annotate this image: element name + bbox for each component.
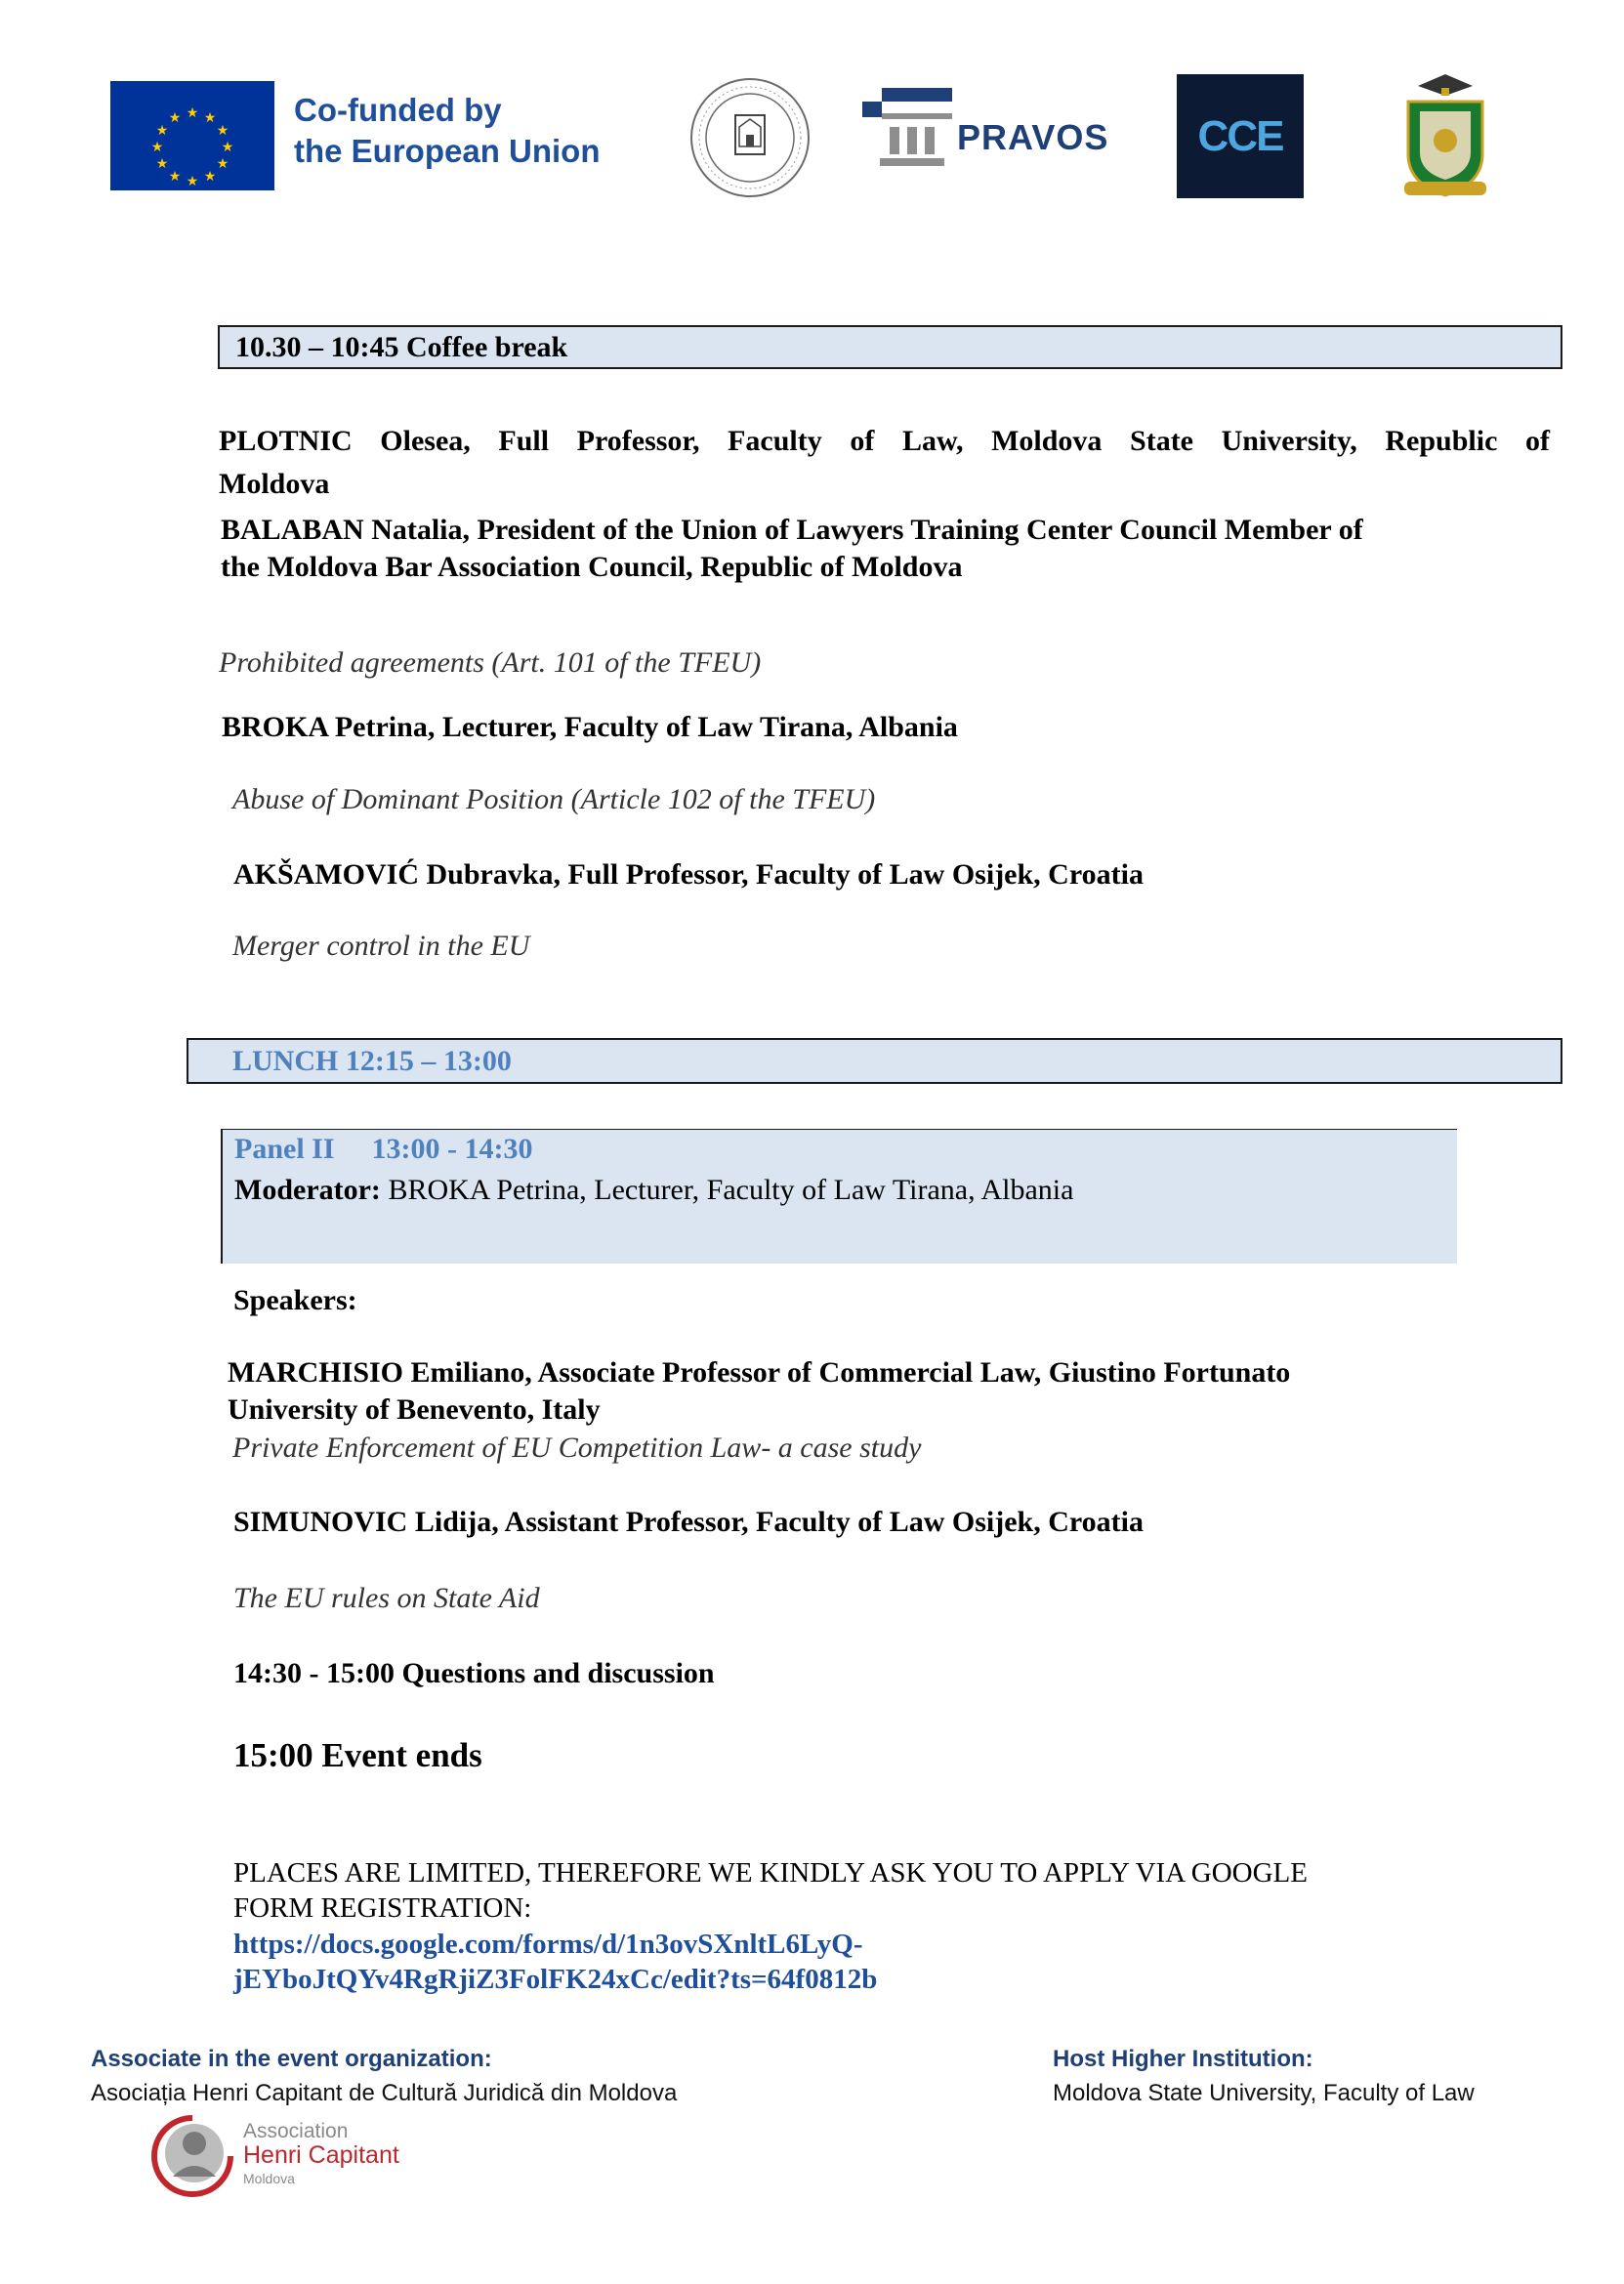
svg-text:★: ★ (155, 156, 169, 172)
lunch-text: LUNCH 12:15 – 13:00 (232, 1045, 512, 1077)
panel-ii-heading (234, 1133, 533, 1166)
host-name: Moldova State University, Faculty of Law (1053, 2080, 1475, 2106)
topic-state-aid: The EU rules on State Aid (233, 1582, 540, 1614)
moderator-line (234, 1174, 1073, 1207)
speaker-plotnic-line2: Moldova (219, 468, 330, 500)
pravos-columns-icon (862, 84, 960, 191)
speaker-plotnic-line1: PLOTNIC Olesea, Full Professor, Faculty of Law, Moldova State University, Republic of (219, 425, 1550, 457)
moderator-label: Moderator: (234, 1174, 381, 1206)
coffee-break-banner (218, 325, 1562, 369)
speaker-balaban-line1: BALABAN Natalia, President of the Union of Lawyers Training Center Council Member of (221, 514, 1363, 546)
cce-logo (1177, 74, 1304, 198)
associate-label: Associate in the event organization: (91, 2046, 492, 2072)
registration-link-line2: jEYboJtQYv4RgRjiZ3FolFK24xCc/edit?ts=64f0812b (233, 1964, 878, 1995)
speakers-label: Speakers: (233, 1284, 357, 1316)
pravos-text: PRAVOS (957, 117, 1109, 157)
eu-logo-text (294, 90, 601, 172)
henri-capitant-logo-text (243, 2120, 399, 2190)
panel-ii-box (221, 1129, 1457, 1264)
moderator-value: BROKA Petrina, Lecturer, Faculty of Law Tirana, Albania (380, 1174, 1074, 1206)
speaker-balaban-line2: the Moldova Bar Association Council, Republic of Moldova (221, 551, 963, 583)
topic-merger-control: Merger control in the EU (232, 930, 530, 962)
speaker-marchisio-line2: University of Benevento, Italy (228, 1393, 601, 1426)
speaker-marchisio (228, 1354, 1290, 1429)
registration-notice-line2: FORM REGISTRATION: (233, 1892, 532, 1924)
svg-text:★: ★ (155, 123, 169, 139)
event-ends: 15:00 Event ends (233, 1736, 482, 1774)
host-label: Host Higher Institution: (1053, 2046, 1313, 2072)
eu-stars-icon (110, 81, 274, 190)
cce-text: CCE (1197, 111, 1283, 160)
header-logos (0, 0, 1624, 215)
questions-discussion: 14:30 - 15:00 Questions and discussion (233, 1657, 715, 1689)
svg-text:★: ★ (221, 140, 234, 155)
svg-text:★: ★ (203, 169, 217, 185)
eu-logo-text-line1: Co-funded by (294, 92, 502, 128)
coffee-break-text: 10.30 – 10:45 Coffee break (235, 331, 568, 363)
university-crest-logo (1398, 66, 1492, 203)
svg-text:★: ★ (168, 110, 182, 126)
topic-private-enforcement: Private Enforcement of EU Competition Law- a case study (232, 1432, 922, 1464)
pravos-logo (862, 84, 1116, 191)
registration-notice-line1: PLACES ARE LIMITED, THEREFORE WE KINDLY ASK YOU TO APPLY VIA GOOGLE (233, 1857, 1308, 1889)
henri-capitant-line1: Association (243, 2120, 349, 2142)
eu-logo-text-line2: the European Union (294, 133, 601, 169)
henri-capitant-line3: Moldova (243, 2171, 295, 2186)
registration-link[interactable] (233, 1927, 877, 1997)
panel-ii-title: Panel II (234, 1133, 335, 1165)
svg-text:★: ★ (186, 174, 199, 189)
speaker-marchisio-line1: MARCHISIO Emiliano, Associate Professor of Commercial Law, Giustino Fortunato (228, 1356, 1291, 1389)
associate-name: Asociația Henri Capitant de Cultură Juridică din Moldova (91, 2080, 678, 2106)
svg-text:★: ★ (150, 140, 164, 155)
speaker-simunovic: SIMUNOVIC Lidija, Assistant Professor, Faculty of Law Osijek, Croatia (233, 1506, 1144, 1538)
speaker-plotnic (219, 420, 1550, 506)
topic-abuse-dominant-position: Abuse of Dominant Position (Article 102 of the TFEU) (232, 783, 876, 815)
speaker-balaban (221, 512, 1559, 586)
speaker-broka: BROKA Petrina, Lecturer, Faculty of Law Tirana, Albania (222, 711, 958, 743)
svg-text:★: ★ (216, 156, 229, 172)
registration-link-line1: https://docs.google.com/forms/d/1n3ovSXnltL6LyQ- (233, 1929, 863, 1960)
svg-text:★: ★ (186, 105, 199, 121)
svg-text:★: ★ (168, 169, 182, 185)
svg-text:★: ★ (203, 110, 217, 126)
henri-capitant-portrait-icon (148, 2112, 236, 2200)
henri-capitant-line2: Henri Capitant (243, 2141, 399, 2169)
svg-text:★: ★ (216, 123, 229, 139)
eu-flag-logo (110, 81, 274, 190)
topic-prohibited-agreements: Prohibited agreements (Art. 101 of the TFEU) (219, 646, 762, 679)
panel-ii-time: 13:00 - 14:30 (371, 1133, 533, 1165)
university-seal-logo (688, 76, 812, 199)
lunch-banner (187, 1038, 1562, 1084)
registration-notice (233, 1855, 1308, 1926)
henri-capitant-logo (148, 2112, 441, 2200)
speaker-aksamovic: AKŠAMOVIĆ Dubravka, Full Professor, Faculty of Law Osijek, Croatia (233, 858, 1144, 891)
